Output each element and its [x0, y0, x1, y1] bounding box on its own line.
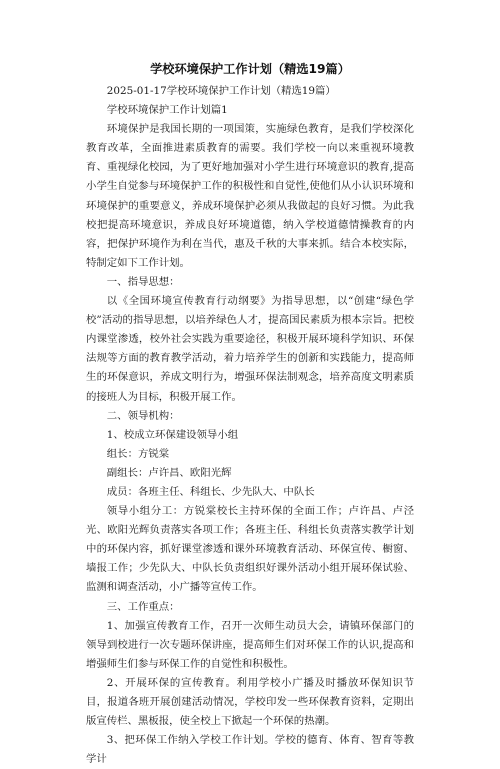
document-paragraph: 副组长：卢许昌、欧阳光辉 [106, 466, 232, 479]
document-paragraph: 成员：各班主任、科组长、少先队大、中队长 [106, 485, 315, 498]
document-paragraph: 组长：方锐棠 [106, 447, 170, 460]
document-paragraph: 以《全国环境宣传教育行动纲要》为指导思想，以“创建“绿色学校”活动的指导思想，以培养绿色人才，提高国民素质为根本宗旨。把校内课堂渗透，校外社会实践为重要途径，积极开展环境科学知识、环保法规等方面的教育教学活动，着力培养学生的创新和实践能力，提高师生的环保意识，养成文明行为，增强环保法制观念，培养高度文明素质的接班人为目标，积极开展工作。 [86, 295, 414, 403]
document-paragraph: 领导小组分工：方锐棠校长主持环保的全面工作；卢许昌、卢泾光、欧阳光辉负责落实各项工作；各班主任、科组长负责落实教学计划中的环保内容，抓好课堂渗透和课外环境教育活动、环保宣传、橱窗、墙报工作；少先队大、中队长负责组织好课外活动小组开展环保试验、监测和调查活动，小广播等宣传工作。 [86, 505, 414, 594]
document-paragraph: 三、工作重点： [106, 600, 180, 613]
document-paragraph: 1、校成立环保建设领导小组 [106, 428, 239, 441]
document-paragraph: 一、指导思想： [106, 275, 180, 288]
document-title: 学校环境保护工作计划（精选19篇） [150, 62, 350, 76]
document-paragraph: 环境保护是我国长期的一项国策，实施绿色教育，是我们学校深化教育改革，全面推进素质教育的需要。我们学校一向以来重视环境教育、重视绿化校园，为了更好地加强对小学生进行环境意识的教育,提高小学生自觉参与环境保护工作的积极性和自觉性,使他们从小认识环境和环境保护的重要意义，养成环境保护必须从我做起的良好习惯。为此我校把提高环境意识，养成良好环境道德，纳入学校道德情操教育的内容，把保护环境作为利在当代，惠及千秋的大事来抓。结合本校实际，特制定如下工作计划。 [86, 123, 414, 269]
document-body [86, 82, 414, 769]
document-paragraph: 3、把环保工作纳入学校工作计划。学校的德育、体育、智育等教学计 [86, 734, 414, 766]
document-paragraph: 1、加强宣传教育工作，召开一次师生动员大会，请镇环保部门的领导到校进行一次专题环保讲座，提高师生们对环保工作的认识,提高和增强师生们参与环保工作的自觉性和积极性。 [86, 619, 414, 670]
document-paragraph: 2、开展环保的宣传教育。利用学校小广播及时播放环保知识节目，报道各班开展创建活动情况，学校印发一些环保教育资料，定期出版宣传栏、黑板报，使全校上下掀起一个环保的热潮。 [86, 676, 414, 728]
document-paragraph: 学校环境保护工作计划篇1 [106, 104, 228, 117]
document-paragraph: 二、领导机构： [106, 409, 180, 422]
document-paragraph: 2025-01-17学校环境保护工作计划（精选19篇） [106, 85, 336, 97]
